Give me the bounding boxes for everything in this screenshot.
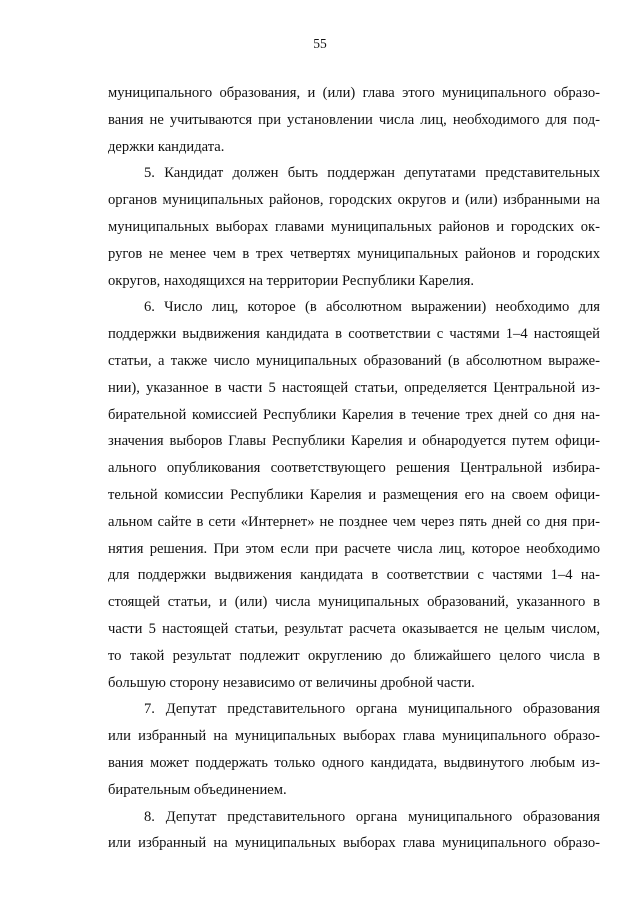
text-line: округов, находящихся на территории Республики Карелия. (108, 272, 475, 289)
text-line: ругов не менее чем в трех четвертях муниципальных районов и городских (108, 245, 600, 262)
text-line: тельной комиссии Республики Карелия и размещения его на своем офици- (108, 486, 600, 503)
text-line: альном сайте в сети «Интернет» не позднее чем через пять дней со дня при- (108, 513, 600, 530)
text-line: органов муниципальных районов, городских округов и (или) избранными на (108, 192, 600, 209)
text-line: или избранный на муниципальных выборах глава муниципального образо- (108, 728, 600, 745)
text-line: вания не учитываются при установлении числа лиц, необходимого для под- (108, 111, 600, 128)
text-line: стоящей статьи, и (или) числа муниципальных образований, указанного в (108, 594, 600, 611)
text-line: бирательной комиссией Республики Карелия в течение трех дней со дня на- (108, 406, 600, 423)
text-line: то такой результат подлежит округлению до ближайшего целого числа в (108, 647, 600, 664)
text-line: нятия решения. При этом если при расчете числа лиц, которое необходимо (108, 540, 600, 557)
text-line: 5. Кандидат должен быть поддержан депутатами представительных (144, 165, 600, 182)
paragraph (108, 160, 600, 294)
text-line: большую сторону независимо от величины дробной части. (108, 674, 475, 691)
text-line: для поддержки выдвижения кандидата в соответствии с частями 1–4 на- (108, 567, 600, 584)
text-line: значения выборов Главы Республики Карелия и обнародуется путем офици- (108, 433, 600, 450)
text-line: держки кандидата. (108, 138, 225, 155)
text-line: нии), указанное в части 5 настоящей статьи, определяется Центральной из- (108, 379, 600, 396)
text-line: статьи, а также число муниципальных образований (в абсолютном выраже- (108, 352, 600, 369)
body-text (108, 80, 600, 857)
text-line: 7. Депутат представительного органа муниципального образования (144, 701, 600, 718)
text-line: 8. Депутат представительного органа муниципального образования (144, 808, 600, 825)
text-line: муниципального образования, и (или) глава этого муниципального образо- (108, 85, 600, 101)
paragraph (108, 80, 600, 160)
text-line: вания может поддержать только одного кандидата, выдвинутого любым из- (108, 754, 600, 771)
text-line: бирательным объединением. (108, 781, 287, 798)
paragraph (108, 696, 600, 803)
text-line: или избранный на муниципальных выборах глава муниципального образо- (108, 835, 600, 852)
text-line: ального опубликования соответствующего решения Центральной избира- (108, 460, 600, 477)
text-line: муниципальных выборах главами муниципальных районов и городских ок- (108, 218, 600, 235)
text-line: поддержки выдвижения кандидата в соответствии с частями 1–4 настоящей (108, 326, 600, 343)
text-line: 6. Число лиц, которое (в абсолютном выражении) необходимо для (144, 299, 600, 316)
paragraph (108, 804, 600, 858)
paragraph (108, 294, 600, 696)
text-line: части 5 настоящей статьи, результат расчета оказывается не целым числом, (108, 620, 600, 637)
page-number: 55 (313, 36, 327, 51)
